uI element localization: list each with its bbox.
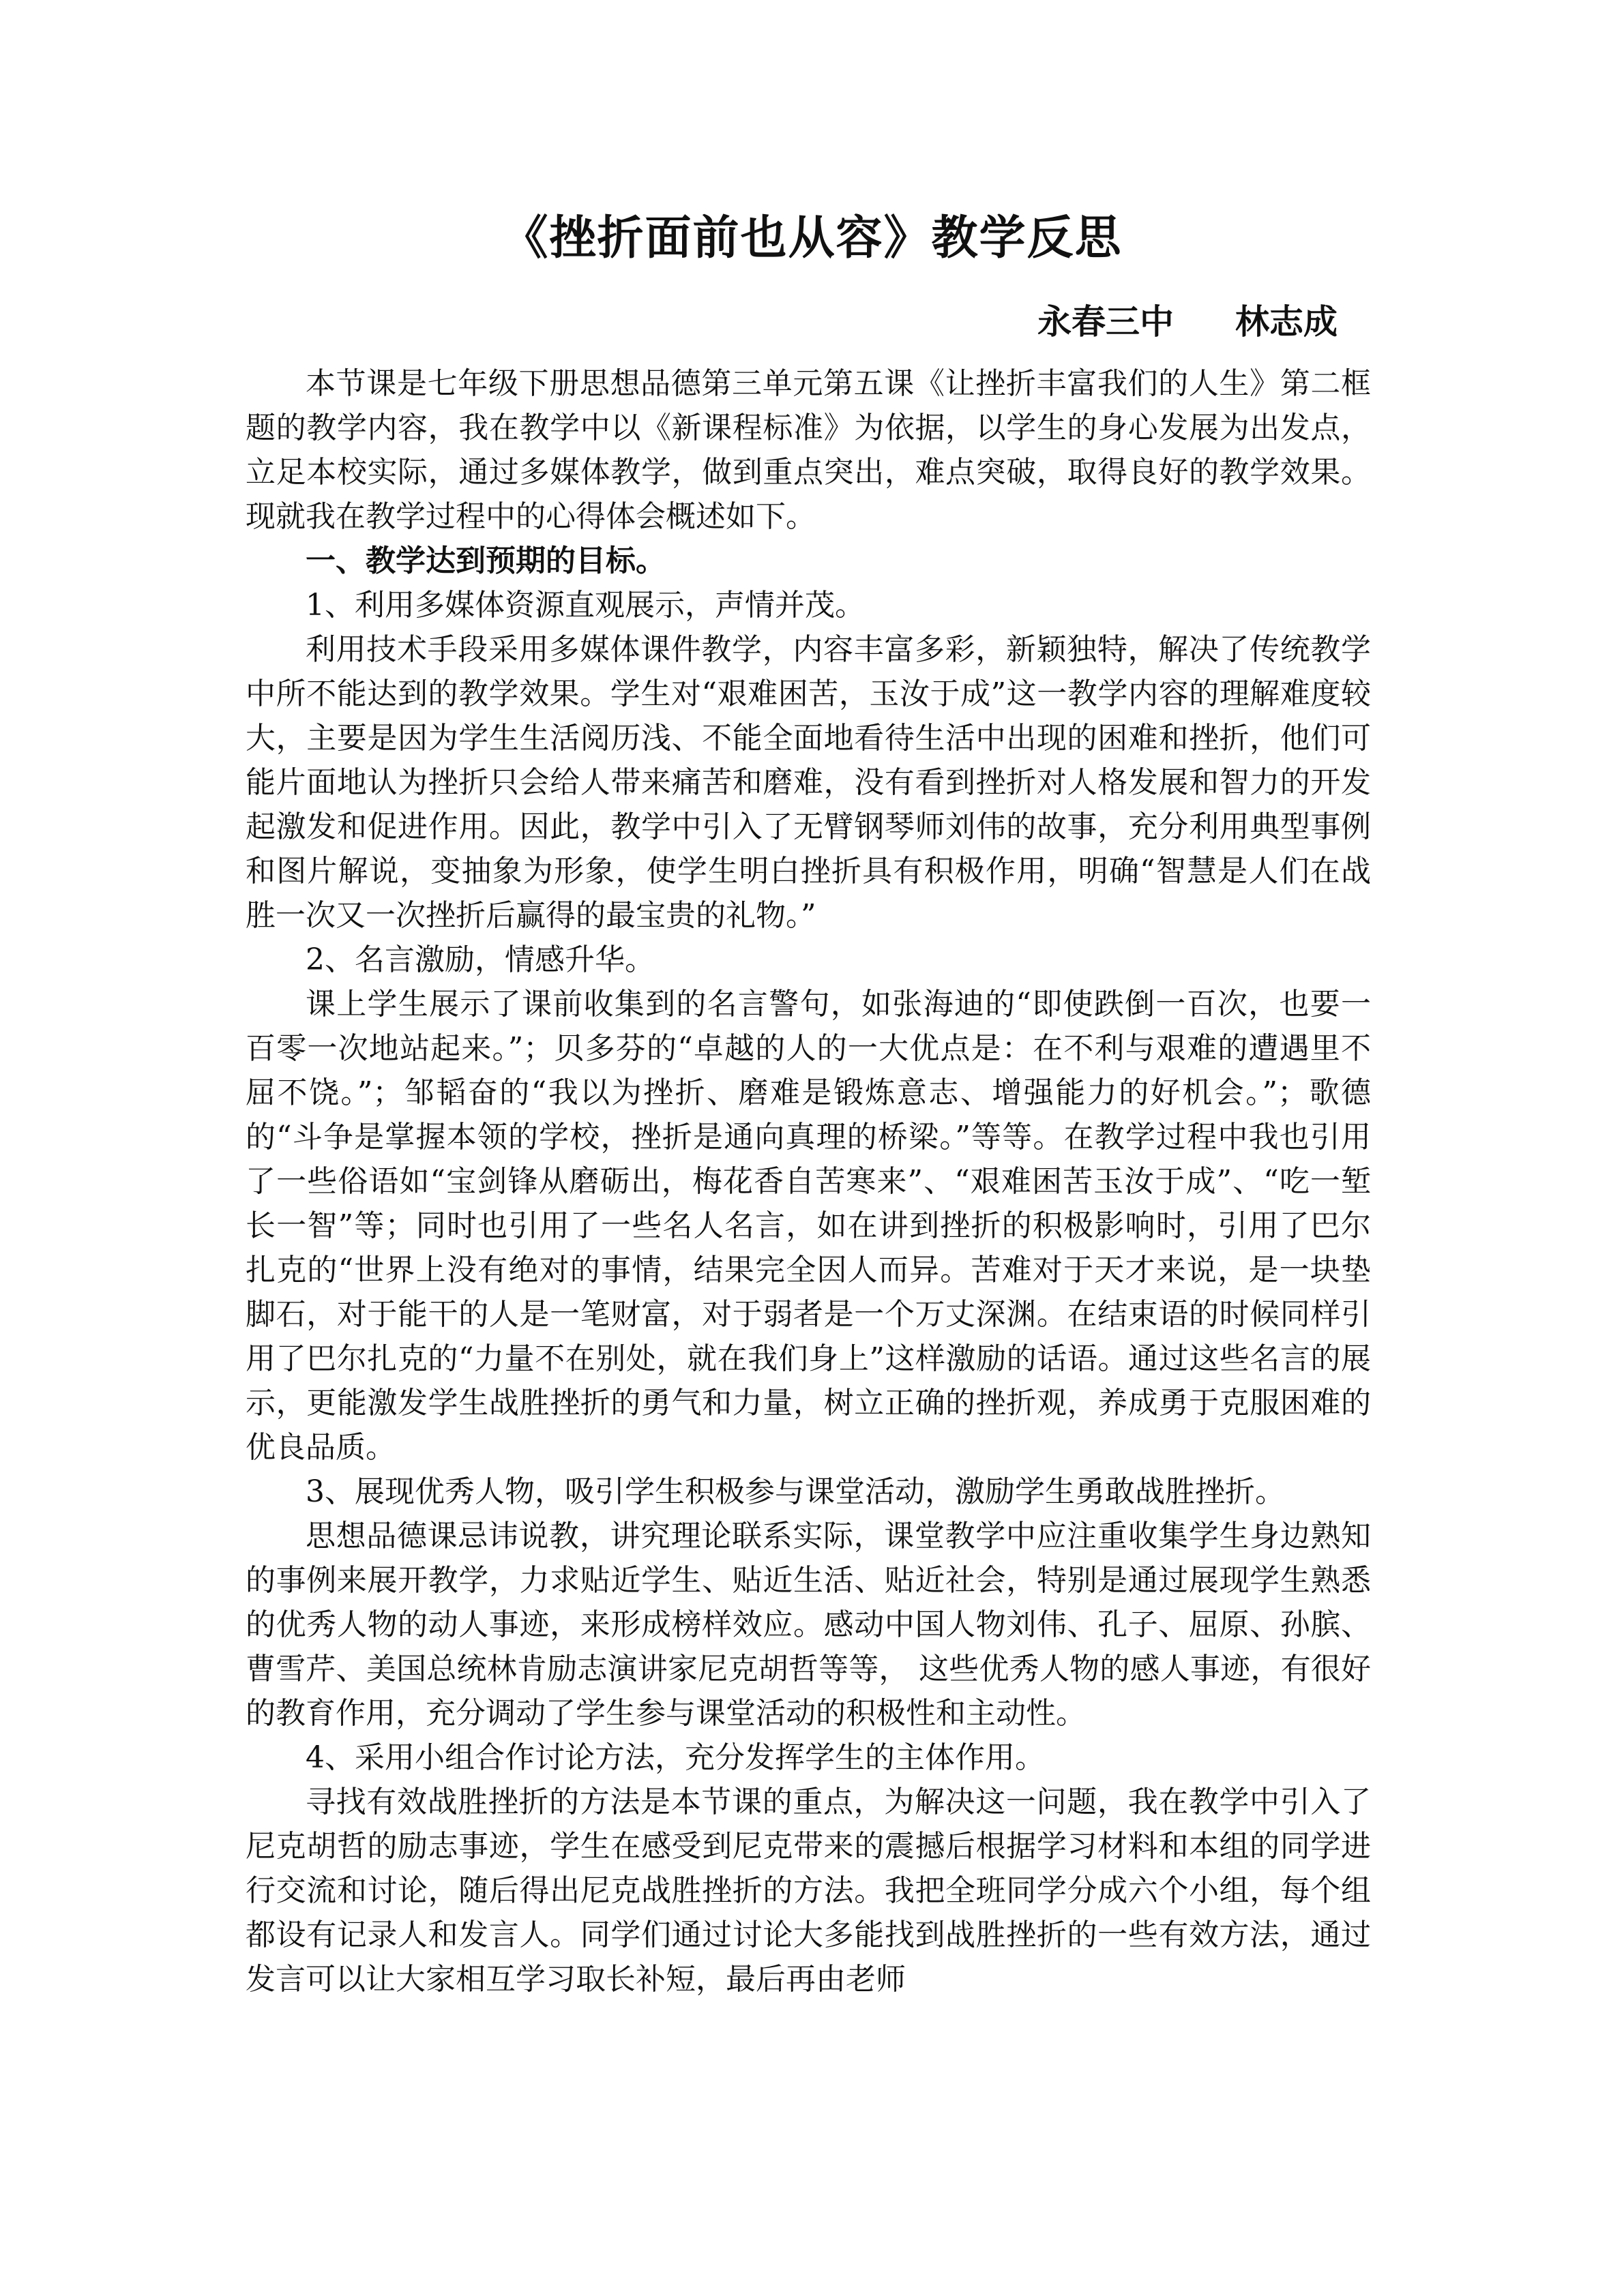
subheading-4: 4、采用小组合作讨论方法，充分发挥学生的主体作用。	[306, 1740, 1045, 1775]
section-heading: 一、教学达到预期的目标。	[306, 543, 666, 578]
paragraph-3: 思想品德课忌讳说教，讲究理论联系实际，课堂教学中应注重收集学生身边熟知的事例来展开教学，力求贴近学生、贴近生活、贴近社会，特别是通过展现学生熟悉的优秀人物的动人事迹，来形成榜样效应。感动中国人物刘伟、孔子、屈原、孙膑、曹雪芹、美国总统林肯励志演讲家尼克胡哲等等， 这些优秀人物的感人事迹，有很好的教育作用，充分调动了学生参与课堂活动的积极性和主动性。	[246, 1519, 1371, 1731]
school-name: 永春三中	[1037, 302, 1174, 342]
document-title: 《挫折面前也从容》教学反思	[501, 211, 1123, 265]
paragraph-1: 利用技术手段采用多媒体课件教学，内容丰富多彩，新颖独特，解决了传统教学中所不能达到的教学效果。学生对“艰难困苦，玉汝于成”这一教学内容的理解难度较大，主要是因为学生生活阅历浅、不能全面地看待生活中出现的困难和挫折，他们可能片面地认为挫折只会给人带来痛苦和磨难，没有看到挫折对人格发展和智力的开发起激发和促进作用。因此，教学中引入了无臂钢琴师刘伟的故事，充分利用典型事例和图片解说，变抽象为形象，使学生明白挫折具有积极作用，明确“智慧是人们在战胜一次又一次挫折后赢得的最宝贵的礼物。”	[246, 632, 1371, 933]
author-name: 林志成	[1235, 302, 1338, 342]
paragraph-4: 寻找有效战胜挫折的方法是本节课的重点，为解决这一问题，我在教学中引入了尼克胡哲的励志事迹，学生在感受到尼克带来的震撼后根据学习材料和本组的同学进行交流和讨论，随后得出尼克战胜挫折的方法。我把全班同学分成六个小组，每个组都设有记录人和发言人。同学们通过讨论大多能找到战胜挫折的一些有效方法，通过发言可以让大家相互学习取长补短，最后再由老师	[246, 1785, 1371, 1997]
subheading-2: 2、名言激励，情感升华。	[306, 942, 655, 977]
document-body	[246, 361, 1371, 2001]
author-line	[1037, 295, 1338, 349]
subheading-1: 1、利用多媒体资源直观展示，声情并茂。	[306, 588, 865, 623]
subheading-3: 3、展现优秀人物，吸引学生积极参与课堂活动，激励学生勇敢战胜挫折。	[306, 1474, 1285, 1509]
paragraph-intro: 本节课是七年级下册思想品德第三单元第五课《让挫折丰富我们的人生》第二框题的教学内容，我在教学中以《新课程标准》为依据，以学生的身心发展为出发点，立足本校实际，通过多媒体教学，做到重点突出，难点突破，取得良好的教学效果。现就我在教学过程中的心得体会概述如下。	[246, 366, 1371, 534]
paragraph-2: 课上学生展示了课前收集到的名言警句，如张海迪的“即使跌倒一百次，也要一百零一次地站起来。”；贝多芬的“卓越的人的一大优点是：在不利与艰难的遭遇里不屈不饶。”；邹韬奋的“我以为挫折、磨难是锻炼意志、增强能力的好机会。”；歌德的“斗争是掌握本领的学校，挫折是通向真理的桥梁。”等等。在教学过程中我也引用了一些俗语如“宝剑锋从磨砺出，梅花香自苦寒来”、“艰难困苦玉汝于成”、“吃一堑长一智”等；同时也引用了一些名人名言，如在讲到挫折的积极影响时，引用了巴尔扎克的“世界上没有绝对的事情，结果完全因人而异。苦难对于天才来说，是一块垫脚石，对于能干的人是一笔财富，对于弱者是一个万丈深渊。在结束语的时候同样引用了巴尔扎克的“力量不在别处，就在我们身上”这样激励的话语。通过这些名言的展示，更能激发学生战胜挫折的勇气和力量，树立正确的挫折观，养成勇于克服困难的优良品质。	[246, 987, 1371, 1465]
